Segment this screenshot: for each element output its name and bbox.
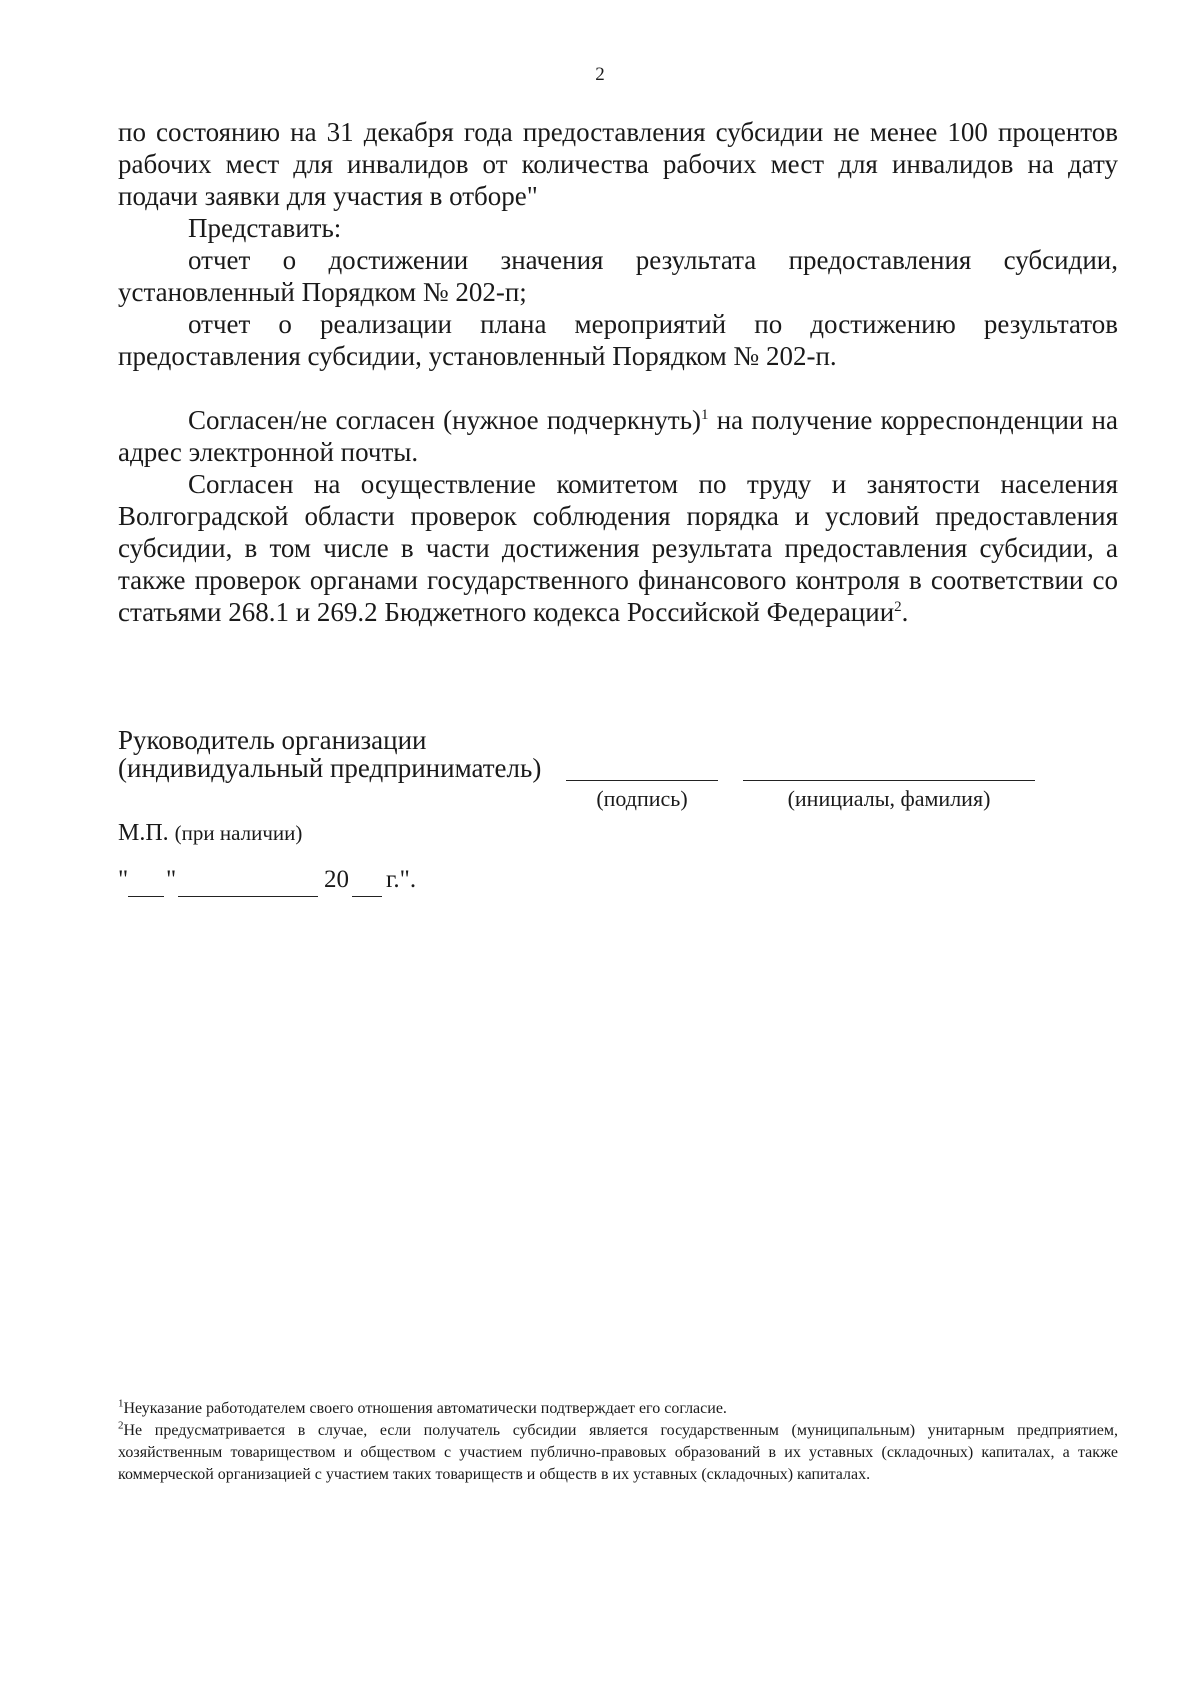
consent-inspection-text: Согласен на осуществление комитетом по труду и занятости населения Волгоградской области проверок соблюдения порядка и условий предоставления субсидии, в том числе в части достижения результата предоставления субсидии, а также проверок органами государственного финансового контроля в соответствии со статьями 268.1 и 269.2 Бюджетного кодекса Российской Федерации <box>118 469 1118 627</box>
consent-email-rest: на получение корреспонденции на адрес электронной почты. <box>118 405 1118 467</box>
signatory-title <box>118 726 541 782</box>
footnote-2 <box>118 1420 1118 1486</box>
paragraph-consent-inspection <box>118 468 1118 628</box>
date-quote-close: " <box>166 866 177 893</box>
paragraph-report-plan: отчет о реализации плана мероприятий по достижению результатов предоставления субсидии, установленный Порядком № 202-п. <box>118 309 1118 371</box>
seal-note: (при наличии) <box>174 821 303 845</box>
body-text <box>118 116 1118 628</box>
footnote-ref-1: 1 <box>701 407 709 423</box>
footnote-2-mark: 2 <box>118 1419 124 1432</box>
date-quote-open: " <box>118 866 129 893</box>
name-line <box>743 780 1035 781</box>
consent-email-text: Согласен/не согласен (нужное подчеркнуть) <box>188 405 701 435</box>
paragraph-consent-email <box>118 404 1118 468</box>
footnote-ref-2: 2 <box>894 599 902 615</box>
date-year-line <box>352 896 382 897</box>
name-caption: (инициалы, фамилия) <box>787 786 991 811</box>
date-year-prefix: 20 <box>324 866 349 893</box>
paragraph-submit-heading: Представить: <box>188 213 342 243</box>
date-day-line <box>128 896 164 897</box>
footnote-1-mark: 1 <box>118 1397 124 1410</box>
paragraph-continuation: по состоянию на 31 декабря года предоставления субсидии не менее 100 процентов рабочих мест для инвалидов от количества рабочих мест для инвалидов на дату подачи заявки для участия в отборе" <box>118 117 1118 211</box>
signature-caption: (подпись) <box>596 786 688 811</box>
page-number: 2 <box>595 64 605 85</box>
footnote-2-text: Не предусматривается в случае, если получатель субсидии является государственным (муниципальным) унитарным предприятием, хозяйственным товариществом и обществом с участием публично-правовых образований в их уставных (складочных) капиталах, а также коммерческой организацией с участием таких товариществ и обществ в их уставных (складочных) капиталах. <box>118 1422 1118 1483</box>
seal-label <box>118 820 302 847</box>
signatory-title-line1: Руководитель организации <box>118 725 427 755</box>
signature-line <box>566 780 718 781</box>
signatory-title-line2: (индивидуальный предприниматель) <box>118 753 542 783</box>
consent-inspection-end: . <box>901 597 909 627</box>
signature-block <box>118 726 1118 906</box>
seal-label-text: М.П. <box>118 820 169 846</box>
footnotes <box>118 1398 1118 1486</box>
paragraph-report-result: отчет о достижении значения результата предоставления субсидии, установленный Порядком № 202-п; <box>118 245 1118 307</box>
footnote-1-text: Неуказание работодателем своего отношения автоматически подтверждает его согласие. <box>123 1400 727 1417</box>
date-row <box>118 866 518 900</box>
date-month-line <box>178 896 318 897</box>
date-suffix: г.". <box>386 866 417 893</box>
footnote-1 <box>118 1398 1118 1420</box>
